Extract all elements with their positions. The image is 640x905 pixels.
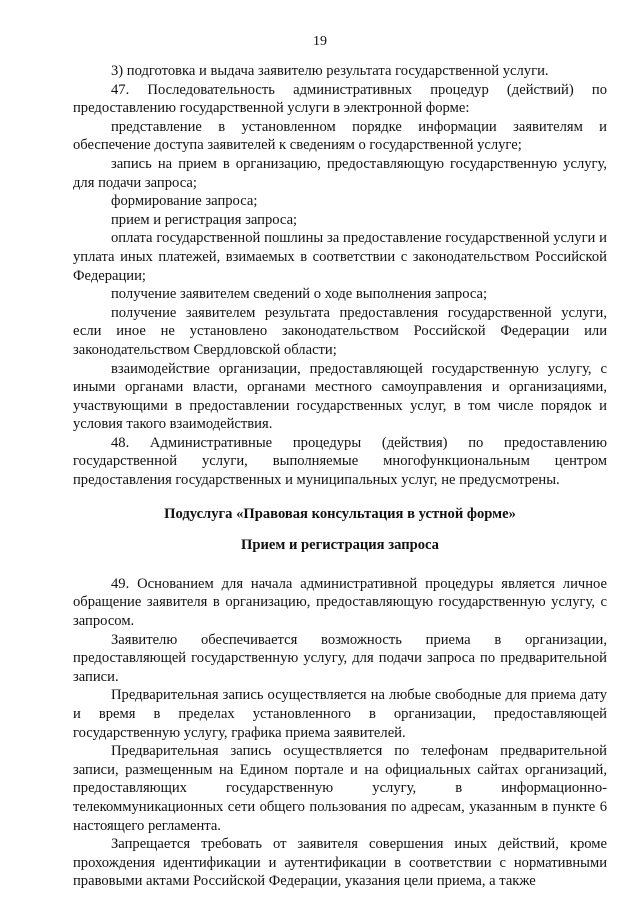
paragraph-request-forming: формирование запроса; <box>111 193 258 210</box>
paragraph-appointment-booking: запись на прием в организацию, предоставляющую государственную услугу, для подачи запроса; <box>73 155 607 191</box>
page-number: 19 <box>313 34 327 49</box>
paragraph-result-receipt: получение заявителем результата предоставления государственной услуги, если иное не установлено законодательством Российской Федерации или законодательством Свердловской области; <box>73 304 607 358</box>
paragraph-reception-possibility: Заявителю обеспечивается возможность приема в организации, предоставляющей государственную услугу, для подачи запроса по предварительной записи. <box>73 631 607 685</box>
heading-reception: Прием и регистрация запроса <box>241 537 439 554</box>
paragraph-fee-payment: оплата государственной пошлины за предоставление государственной услуги и уплата иных платежей, взимаемых в соответствии с законодательством Российской Федерации; <box>73 230 607 284</box>
paragraph-49-basis: 49. Основанием для начала административной процедуры является личное обращение заявителя в организацию, предоставляющую государственную услугу, с запросом. <box>73 575 607 630</box>
paragraph-preliminary-booking-phones: Предварительная запись осуществляется по телефонам предварительной записи, размещенным на Едином портале и на официальных сайтах организаций, предоставляющих государственную услугу, в информационно-телекоммуникационных сети общего пользования по адресам, указанным в пункте 6 настоящего регламента. <box>73 743 607 834</box>
paragraph-information-provision: представление в установленном порядке информации заявителям и обеспечение доступа заявителей к сведениям о государственной услуге; <box>73 118 607 154</box>
paragraph-prohibition: Запрещается требовать от заявителя совершения иных действий, кроме прохождения идентификации и аутентификации в соответствии с нормативными правовыми актами Российской Федерации, указания цели приема, а также <box>73 836 607 890</box>
paragraph-interaction: взаимодействие организации, предоставляющей государственную услугу, с иными органами власти, органами местного самоуправления и организациями, участвующими в предоставлении государственных услуг, в том числе порядок и условия такого взаимодействия. <box>73 360 607 433</box>
paragraph-request-registration: прием и регистрация запроса; <box>111 211 298 228</box>
document-body <box>73 62 607 891</box>
paragraph-47-sequence: 47. Последовательность административных процедур (действий) по предоставлению государственной услуги в электронной форме: <box>73 81 607 117</box>
paragraph-progress-info: получение заявителем сведений о ходе выполнения запроса; <box>111 286 488 303</box>
heading-subservice: Подуслуга «Правовая консультация в устной форме» <box>164 505 516 522</box>
paragraph-preliminary-booking-time: Предварительная запись осуществляется на любые свободные для приема дату и время в пределах установленного в организации, предоставляющей государственную услугу, графика приема заявителей. <box>73 687 607 741</box>
paragraph-3-result-issuance: 3) подготовка и выдача заявителю результата государственной услуги. <box>111 63 549 79</box>
paragraph-48-mfc: 48. Административные процедуры (действия) по предоставлению государственной услуги, выполняемые многофункциональным центром предоставления государственных и муниципальных услуг, не предусмотрены. <box>73 434 607 489</box>
